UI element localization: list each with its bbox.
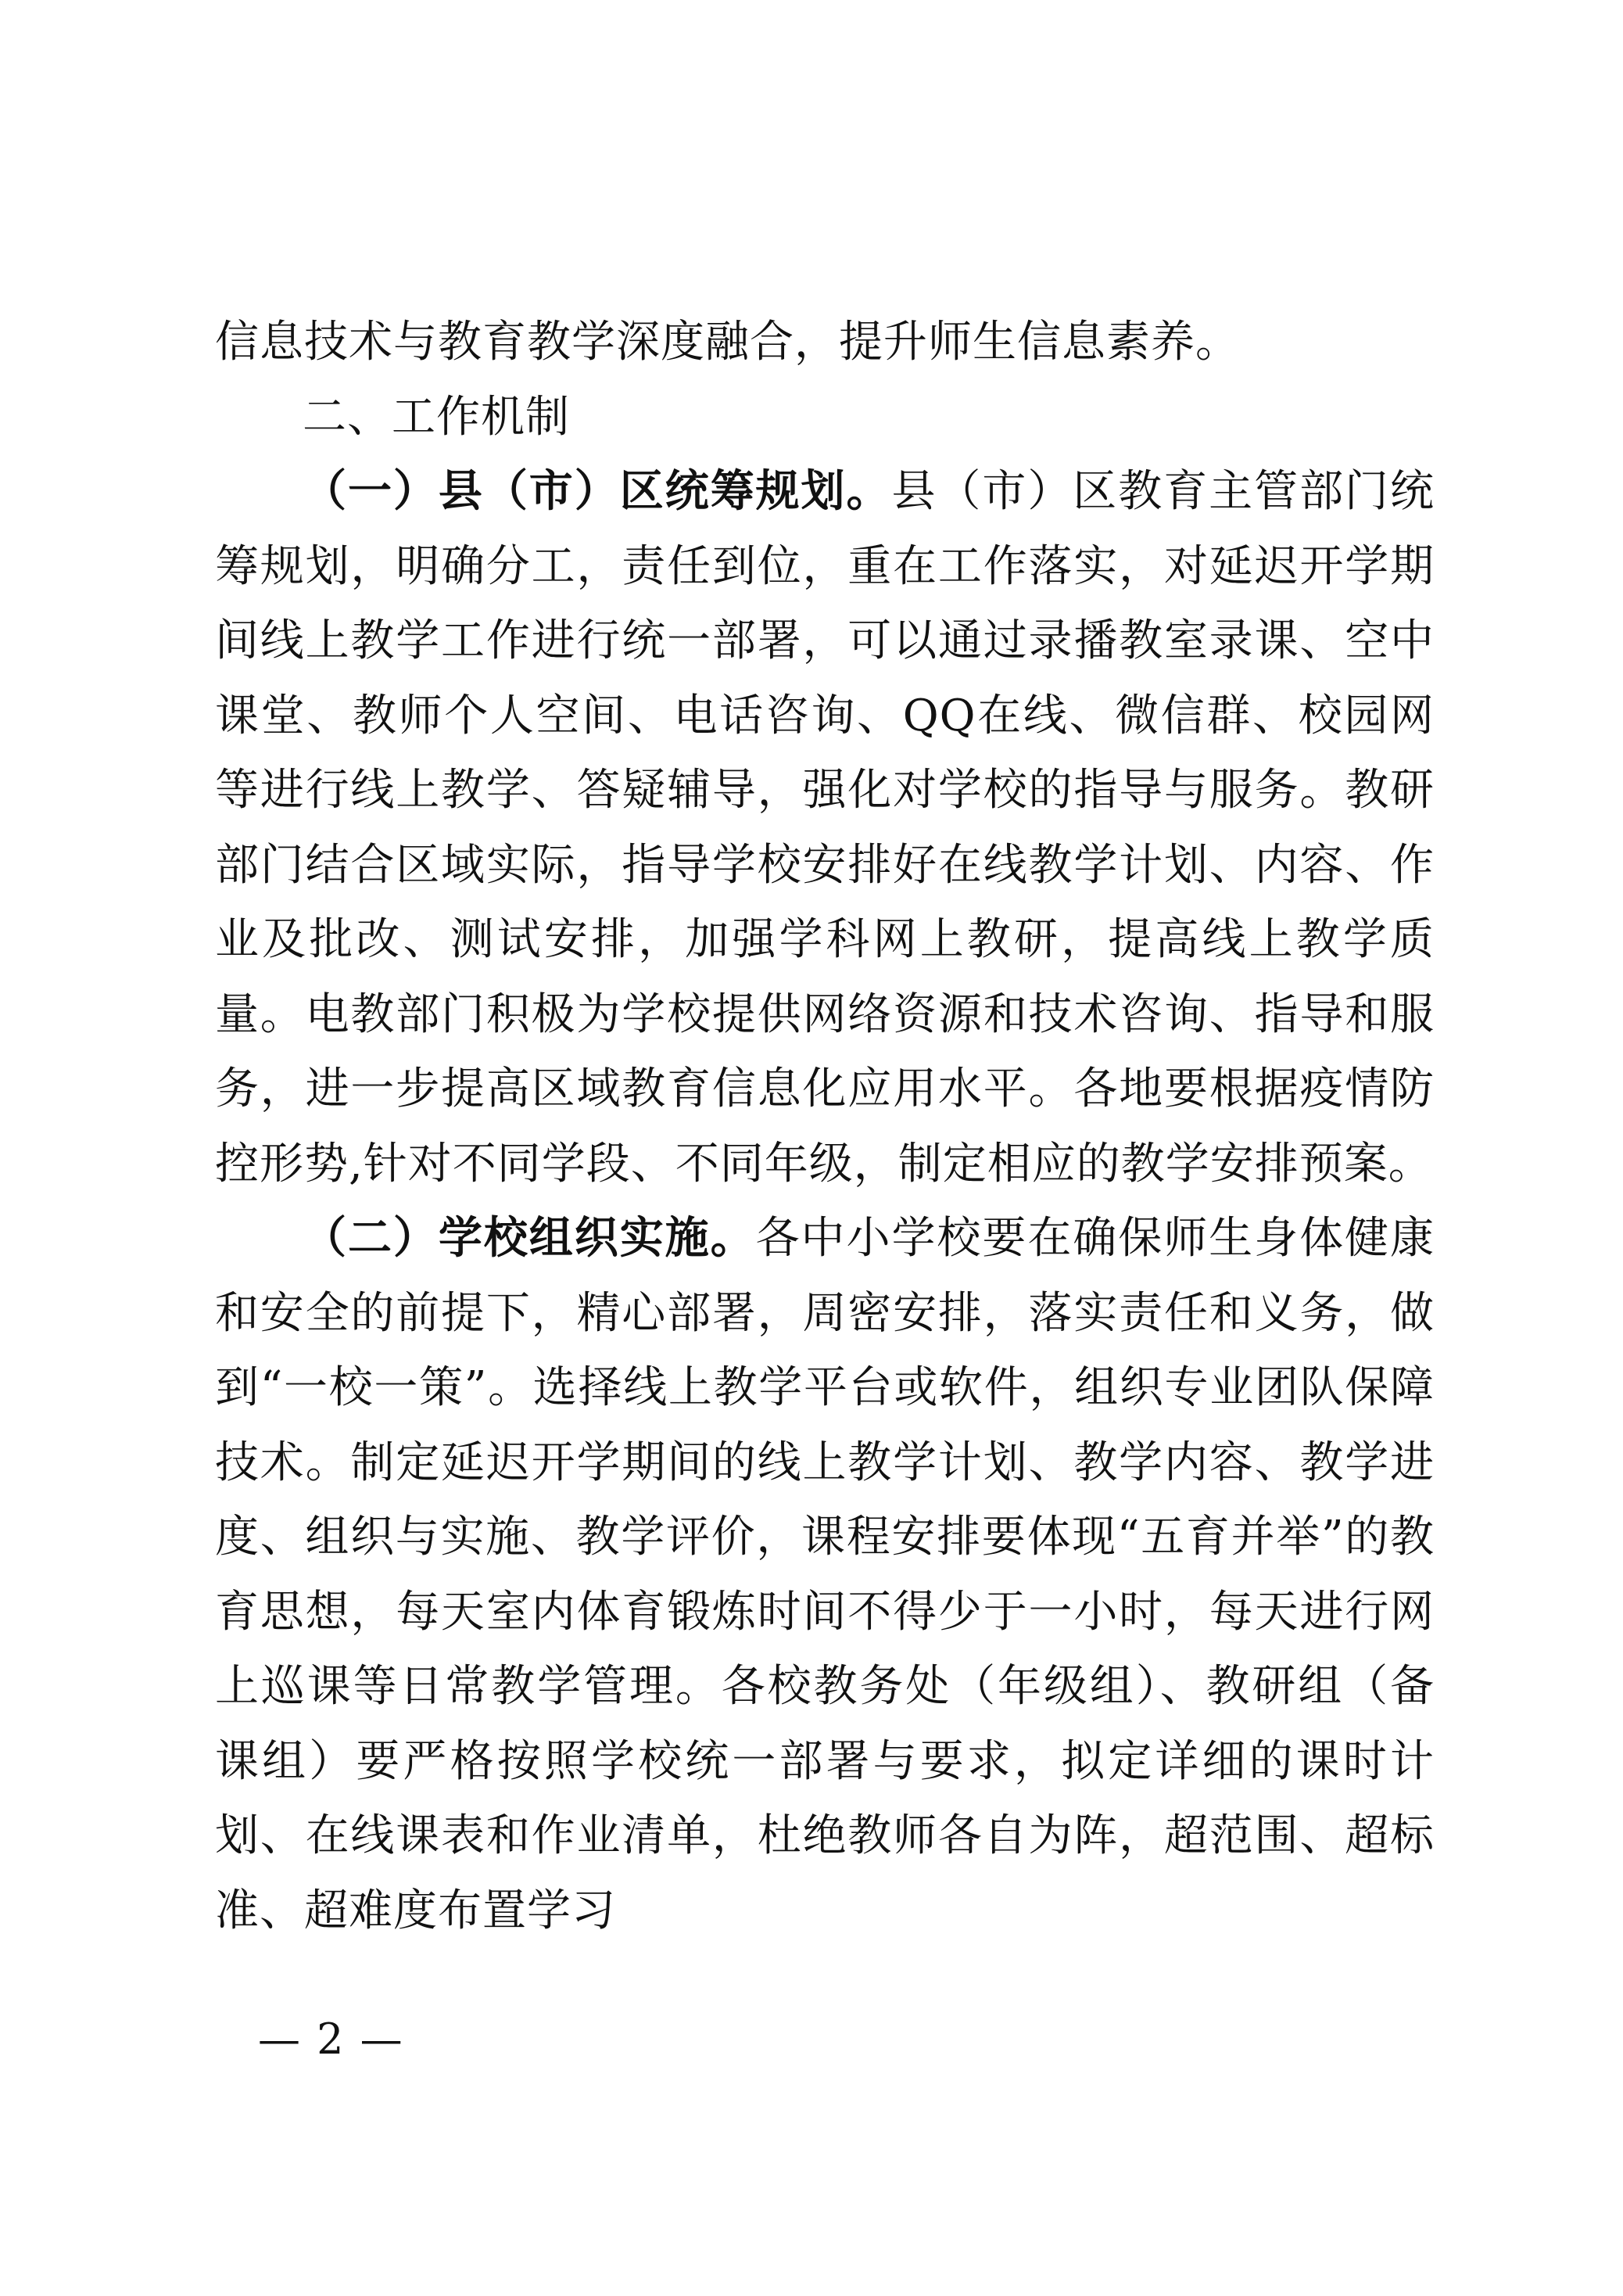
subsection-1-title: （一）县（市）区统筹规划。: [303, 466, 892, 517]
document-body: [215, 305, 1435, 1948]
subsection-2-paragraph: [215, 1201, 1435, 1948]
page-number: — 2 —: [258, 2014, 404, 2064]
subsection-1-paragraph: [215, 454, 1435, 1201]
section-heading: 二、工作机制: [303, 391, 570, 443]
subsection-2-title: （二）学校组织实施。: [303, 1213, 756, 1264]
subsection-1-body: 县（市）区教育主管部门统筹规划，明确分工，责任到位，重在工作落实，对延迟开学期间线上教学工作进行统一部署，可以通过录播教室录课、空中课堂、教师个人空间、电话咨询、QQ在线、微信群、校园网等进行线上教学、答疑辅导，强化对学校的指导与服务。教研部门结合区域实际，指导学校安排好在线教学计划、内容、作业及批改、测试安排，加强学科网上教研，提高线上教学质量。电教部门积极为学校提供网络资源和技术咨询、指导和服务，进一步提高区域教育信息化应用水平。各地要根据疫情防控形势,针对不同学段、不同年级，制定相应的教学安排预案。: [215, 466, 1435, 1189]
subsection-2-body: 各中小学校要在确保师生身体健康和安全的前提下，精心部署，周密安排，落实责任和义务，做到“一校一策”。选择线上教学平台或软件，组织专业团队保障技术。制定延迟开学期间的线上教学计划、教学内容、教学进度、组织与实施、教学评价，课程安排要体现“五育并举”的教育思想，每天室内体育锻炼时间不得少于一小时，每天进行网上巡课等日常教学管理。各校教务处（年级组）、教研组（备课组）要严格按照学校统一部署与要求，拟定详细的课时计划、在线课表和作业清单，杜绝教师各自为阵，超范围、超标准、超难度布置学习: [215, 1213, 1435, 1936]
intro-paragraph: 信息技术与教育教学深度融合，提升师生信息素养。: [215, 317, 1240, 368]
